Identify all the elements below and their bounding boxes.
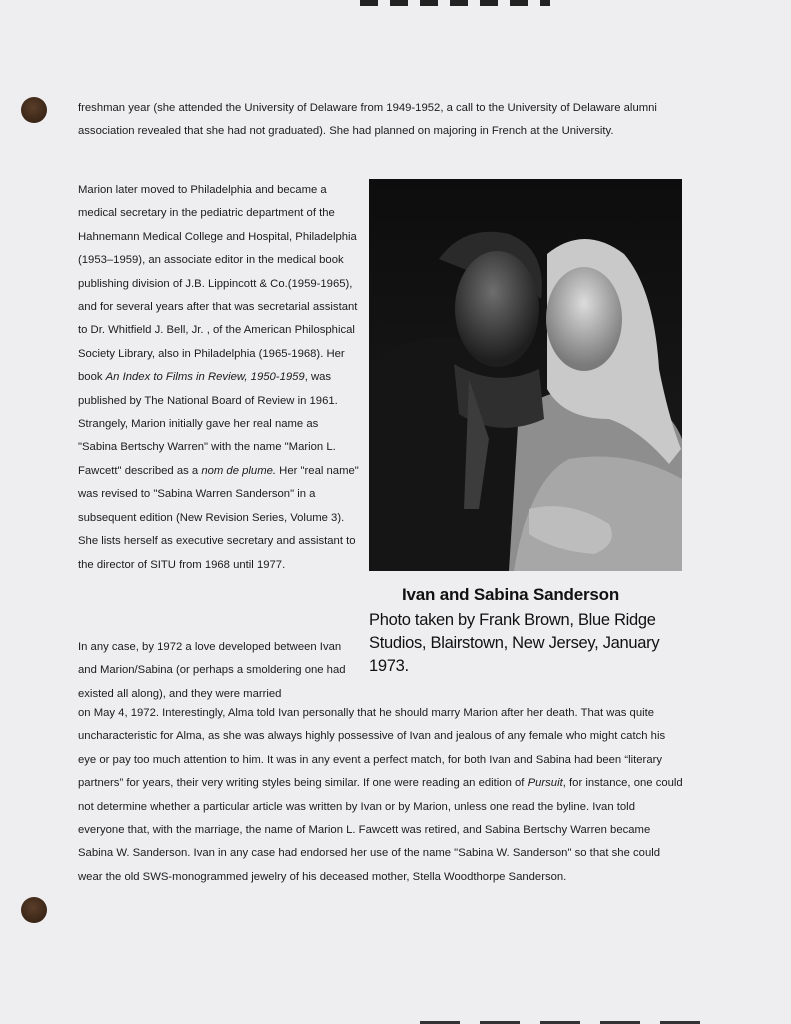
caption-text: Photo taken by Frank Brown, Blue Ridge Studios, Blairstown, New Jersey, January 1973. — [369, 611, 660, 675]
nom-de-plume-term: nom de plume. — [201, 464, 277, 477]
paragraph-marion-career: Marion later moved to Philadelphia and became a medical secretary in the pediatric department of the Hahnemann Medical College and Hospital, Philadelphia (1953–1959), an associate editor in the medical book publishing division of J.B. Lippincott & Co.(1959-1965), and for several years after that was secretarial assistant to Dr. Whitfield J. Bell, Jr. , of the American Philosphical Society Library, also in Philadelphia (1965-1968). Her book An Index to Films in Review, 1950-1959, was published by The National Board of Review in 1961. Strangely, Marion initially gave her real name as "Sabina Bertschy Warren" with the name "Marion L. Fawcett" described as a nom de plume. Her "real name" was revised to "Sabina Warren Sanderson" in a subsequent edition (New Revision Series, Volume 3). She lists herself as executive secretary and assistant to the director of SITU from 1968 until 1977. — [78, 184, 359, 571]
paragraph-love-developed: In any case, by 1972 a love developed between Ivan and Marion/Sabina (or perhaps a smoldering one had existed all along), and they were married — [78, 641, 346, 700]
binder-hole-bottom — [21, 897, 47, 923]
caption-title: Ivan and Sabina Sanderson — [402, 585, 620, 604]
pursuit-title: Pursuit — [527, 777, 563, 790]
paragraph-marriage: on May 4, 1972. Interestingly, Alma told Ivan personally that he should marry Marion after her death. That was quite uncharacteristic for Alma, as she was always highly possessive of Ivan and jealous of any female who might catch his eye or pay too much attention to him. It was in any event a perfect match, for both Ivan and Sabina had been “literary partners” for years, their very writing styles being similar. If one were reading an edition of Pursuit, for instance, one could not determine whether a particular article was written by Ivan or by Marion, unless one read the byline. Ivan told everyone that, with the marriage, the name of Marion L. Fawcett was retired, and Sabina Bertschy Warren became Sabina W. Sanderson. Ivan in any case had endorsed her use of the name "Sabina W. Sanderson" so that she could wear the old SWS-monogrammed jewelry of his deceased mother, Stella Woodthorpe Sanderson. — [78, 707, 683, 883]
book-title: An Index to Films in Review, 1950-1959 — [105, 371, 305, 384]
portrait-photo — [369, 179, 682, 571]
portrait-photo-illustration — [369, 179, 682, 571]
binder-hole-top — [21, 97, 47, 123]
paragraph-freshman-year: freshman year (she attended the University of Delaware from 1949-1952, a call to the University of Delaware alumni association revealed that she had not graduated). She had planned on majoring in French at the University. — [78, 102, 657, 138]
scan-artifact-top — [360, 0, 550, 6]
